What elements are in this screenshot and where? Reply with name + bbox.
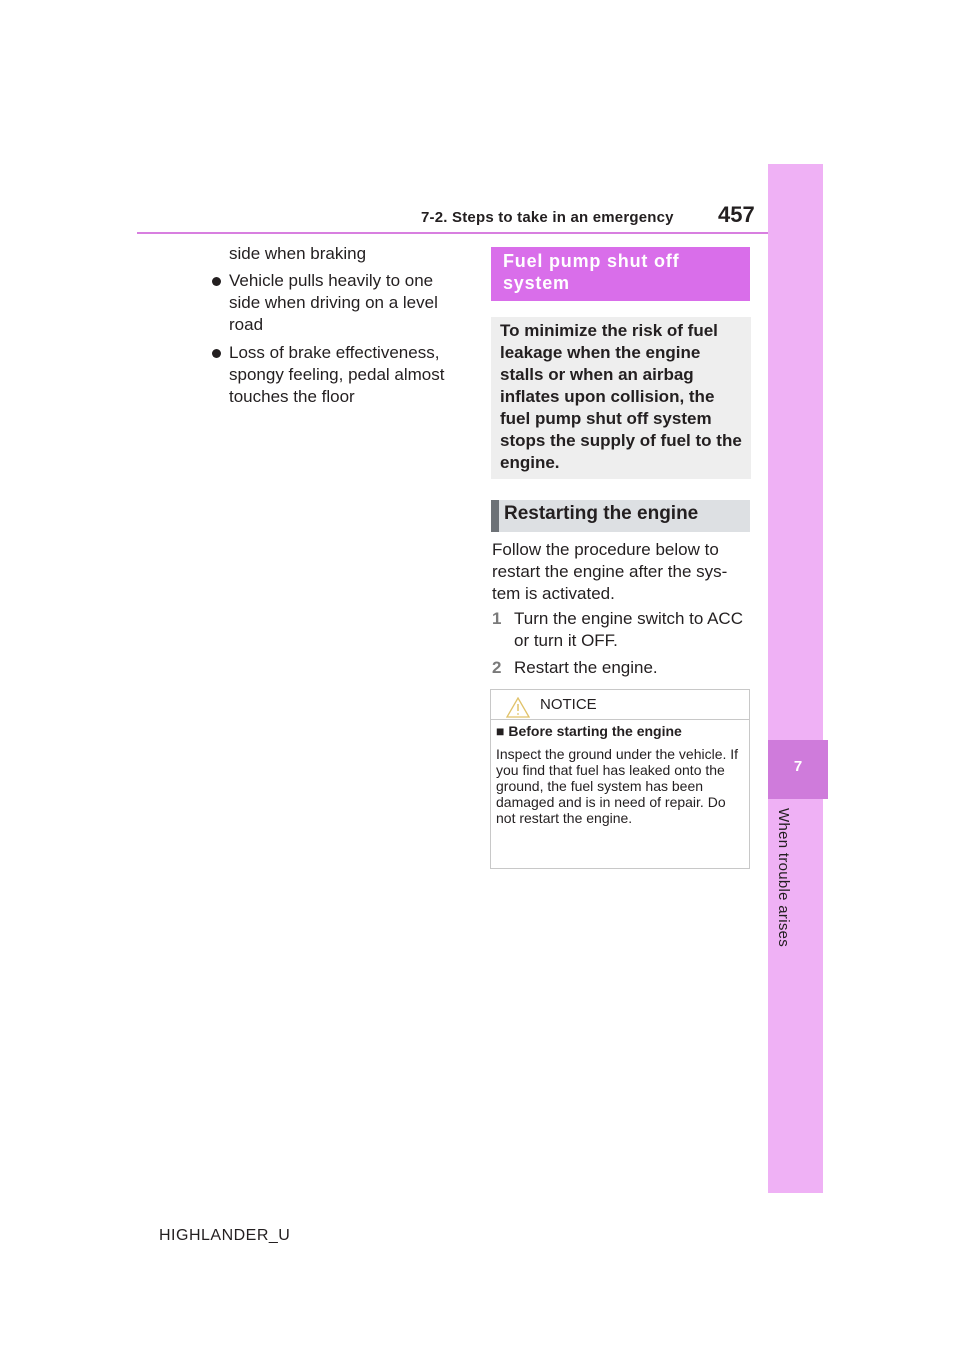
step-number: 1 bbox=[492, 609, 502, 628]
step-text: Restart the engine. bbox=[514, 658, 658, 677]
bullet-item bbox=[212, 342, 467, 408]
chapter-label: When trouble arises bbox=[775, 808, 792, 948]
section-title: 7-2. Steps to take in an emergency bbox=[421, 209, 674, 226]
fuel-pump-summary: To minimize the risk of fuel leakage when the engine stalls or when an airbag inflates upon collision, the fuel pump shut off system stops the supply of fuel to the engine. bbox=[500, 321, 742, 472]
restart-intro: Follow the procedure below to restart the engine after the sys- tem is activated. bbox=[492, 540, 728, 603]
procedure-step bbox=[492, 657, 747, 679]
bullet-text: Vehicle pulls heavily to one side when driving on a level road bbox=[229, 271, 438, 334]
footer-model: HIGHLANDER_U bbox=[159, 1227, 291, 1244]
step-number: 2 bbox=[492, 658, 502, 677]
restart-heading-bar bbox=[491, 500, 499, 532]
restart-heading: Restarting the engine bbox=[504, 503, 699, 524]
notice-subheading bbox=[496, 723, 682, 739]
notice-subheading-text: Before starting the engine bbox=[508, 723, 682, 739]
notice-divider bbox=[491, 719, 749, 720]
fuel-pump-heading: Fuel pump shut off system bbox=[503, 251, 680, 293]
continued-text: side when braking bbox=[229, 244, 367, 263]
square-bullet-icon: ■ bbox=[496, 723, 505, 739]
step-text: Turn the engine switch to ACC or turn it OFF. bbox=[514, 609, 743, 650]
warning-triangle-icon bbox=[506, 697, 530, 718]
bullet-dot-icon bbox=[212, 277, 221, 286]
bullet-dot-icon bbox=[212, 349, 221, 358]
procedure-step bbox=[492, 608, 747, 652]
page-number: 457 bbox=[718, 202, 755, 227]
bullet-text: Loss of brake effectiveness, spongy feeling, pedal almost touches the floor bbox=[229, 343, 445, 406]
bullet-item bbox=[212, 270, 467, 336]
chapter-number: 7 bbox=[793, 758, 803, 775]
header-rule bbox=[137, 232, 768, 234]
notice-body: Inspect the ground under the vehicle. If you find that fuel has leaked onto the ground, the fuel system has been damaged and is in need of repair. Do not restart the engine. bbox=[496, 746, 739, 826]
notice-label: NOTICE bbox=[540, 696, 597, 713]
chapter-side-tab bbox=[768, 164, 823, 1193]
